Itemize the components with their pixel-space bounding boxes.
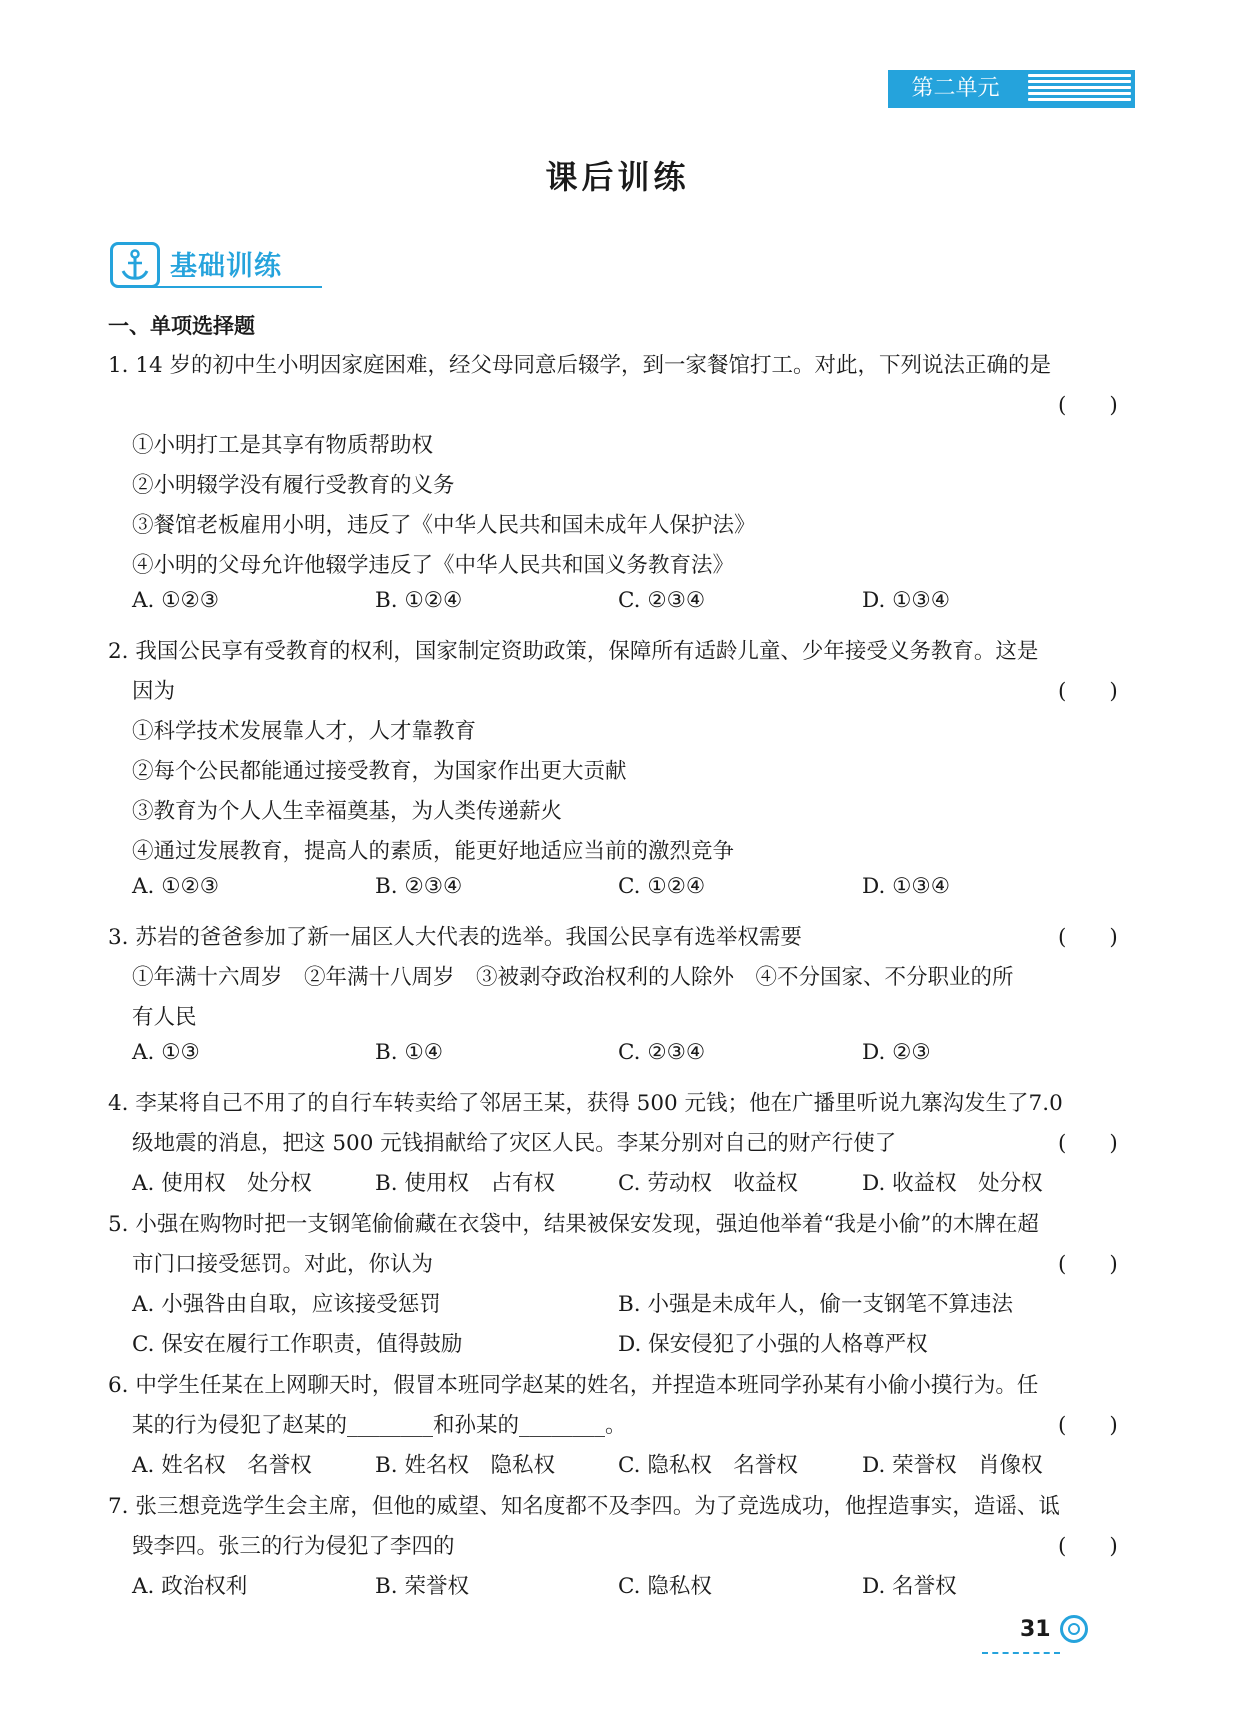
q1-item-4: ④小明的父母允许他辍学违反了《中华人民共和国义务教育法》 — [132, 553, 735, 578]
q1-item-1: ①小明打工是其享有物质帮助权 — [132, 433, 434, 458]
q3-option-c: C. ②③④ — [618, 1040, 706, 1065]
q2-option-a: A. ①②③ — [132, 874, 220, 899]
footer-dash-divider — [982, 1652, 1060, 1654]
q1-answer-paren: ( ) — [1058, 393, 1118, 418]
q7-answer-paren: ( ) — [1058, 1534, 1118, 1559]
page-title: 课后训练 — [545, 158, 690, 196]
q6-stem-line1: 6. 中学生任某在上网聊天时，假冒本班同学赵某的姓名，并捏造本班同学孙某有小偷小摸行为。任 — [108, 1373, 1039, 1398]
q2-item-4: ④通过发展教育，提高人的素质，能更好地适应当前的激烈竞争 — [132, 839, 735, 864]
q1-option-d: D. ①③④ — [862, 588, 950, 613]
q4-option-a: A. 使用权 处分权 — [132, 1171, 312, 1196]
q6-option-d: D. 荣誉权 肖像权 — [862, 1453, 1043, 1478]
q6-option-b: B. 姓名权 隐私权 — [375, 1453, 555, 1478]
q5-option-a: A. 小强咎由自取，应该接受惩罚 — [132, 1292, 441, 1317]
q5-option-d: D. 保安侵犯了小强的人格尊严权 — [618, 1332, 928, 1357]
q4-stem-line2: 级地震的消息，把这 500 元钱捐献给了灾区人民。李某分别对自己的财产行使了 — [132, 1131, 897, 1156]
q3-option-b: B. ①④ — [375, 1040, 444, 1065]
q2-option-c: C. ①②④ — [618, 874, 706, 899]
subsection-heading: 一、单项选择题 — [108, 314, 255, 338]
q7-option-c: C. 隐私权 — [618, 1574, 712, 1599]
q2-option-d: D. ①③④ — [862, 874, 950, 899]
q6-option-c: C. 隐私权 名誉权 — [618, 1453, 798, 1478]
q2-stem-line2: 因为 — [132, 679, 176, 704]
q7-option-b: B. 荣誉权 — [375, 1574, 469, 1599]
q6-answer-paren: ( ) — [1058, 1413, 1118, 1438]
q1-item-3: ③餐馆老板雇用小明，违反了《中华人民共和国未成年人保护法》 — [132, 513, 756, 538]
q3-stem: 3. 苏岩的爸爸参加了新一届区人大代表的选举。我国公民享有选举权需要 — [108, 925, 802, 950]
q2-item-2: ②每个公民都能通过接受教育，为国家作出更大贡献 — [132, 759, 627, 784]
q3-items-line1: ①年满十六周岁 ②年满十八周岁 ③被剥夺政治权利的人除外 ④不分国家、不分职业的所 — [132, 965, 1014, 990]
q5-answer-paren: ( ) — [1058, 1252, 1118, 1277]
q3-answer-paren: ( ) — [1058, 925, 1118, 950]
q1-option-c: C. ②③④ — [618, 588, 706, 613]
q1-option-a: A. ①②③ — [132, 588, 220, 613]
page-circle-icon — [1060, 1615, 1088, 1643]
q2-option-b: B. ②③④ — [375, 874, 463, 899]
q1-stem: 1. 14 岁的初中生小明因家庭困难，经父母同意后辍学，到一家餐馆打工。对此，下列说法正确的是 — [108, 353, 1052, 378]
q4-option-d: D. 收益权 处分权 — [862, 1171, 1043, 1196]
q1-option-b: B. ①②④ — [375, 588, 463, 613]
q6-stem-line2: 某的行为侵犯了赵某的________和孙某的________。 — [132, 1413, 627, 1438]
q4-stem-line1: 4. 李某将自己不用了的自行车转卖给了邻居王某，获得 500 元钱；他在广播里听说九寨沟发生了7.0 — [108, 1091, 1063, 1116]
q3-option-a: A. ①③ — [132, 1040, 200, 1065]
section-name: 基础训练 — [170, 251, 282, 282]
q7-stem-line2: 毁李四。张三的行为侵犯了李四的 — [132, 1534, 455, 1559]
q5-option-b: B. 小强是未成年人，偷一支钢笔不算违法 — [618, 1292, 1013, 1317]
q5-stem-line1: 5. 小强在购物时把一支钢笔偷偷藏在衣袋中，结果被保安发现，强迫他举着“我是小偷”的木牌在超 — [108, 1212, 1039, 1237]
unit-badge — [888, 70, 1135, 108]
q5-stem-line2: 市门口接受惩罚。对此，你认为 — [132, 1252, 434, 1277]
anchor-icon — [110, 242, 160, 288]
q3-option-d: D. ②③ — [862, 1040, 931, 1065]
q1-item-2: ②小明辍学没有履行受教育的义务 — [132, 473, 455, 498]
page-number: 31 — [1020, 1617, 1051, 1642]
section-badge — [110, 242, 320, 292]
stripes-decoration — [1028, 74, 1131, 104]
q7-option-a: A. 政治权利 — [132, 1574, 248, 1599]
q7-option-d: D. 名誉权 — [862, 1574, 957, 1599]
q4-option-b: B. 使用权 占有权 — [375, 1171, 555, 1196]
unit-label: 第二单元 — [911, 76, 1000, 101]
q6-option-a: A. 姓名权 名誉权 — [132, 1453, 312, 1478]
section-underline — [150, 286, 322, 288]
q3-items-line2: 有人民 — [132, 1005, 197, 1030]
q4-option-c: C. 劳动权 收益权 — [618, 1171, 798, 1196]
q4-answer-paren: ( ) — [1058, 1131, 1118, 1156]
q7-stem-line1: 7. 张三想竞选学生会主席，但他的威望、知名度都不及李四。为了竞选成功，他捏造事实，造谣、诋 — [108, 1494, 1060, 1519]
q2-stem-line1: 2. 我国公民享有受教育的权利，国家制定资助政策，保障所有适龄儿童、少年接受义务教育。这是 — [108, 639, 1039, 664]
q2-answer-paren: ( ) — [1058, 679, 1118, 704]
q5-option-c: C. 保安在履行工作职责，值得鼓励 — [132, 1332, 463, 1357]
q2-item-3: ③教育为个人人生幸福奠基，为人类传递薪火 — [132, 799, 563, 824]
q2-item-1: ①科学技术发展靠人才，人才靠教育 — [132, 719, 477, 744]
